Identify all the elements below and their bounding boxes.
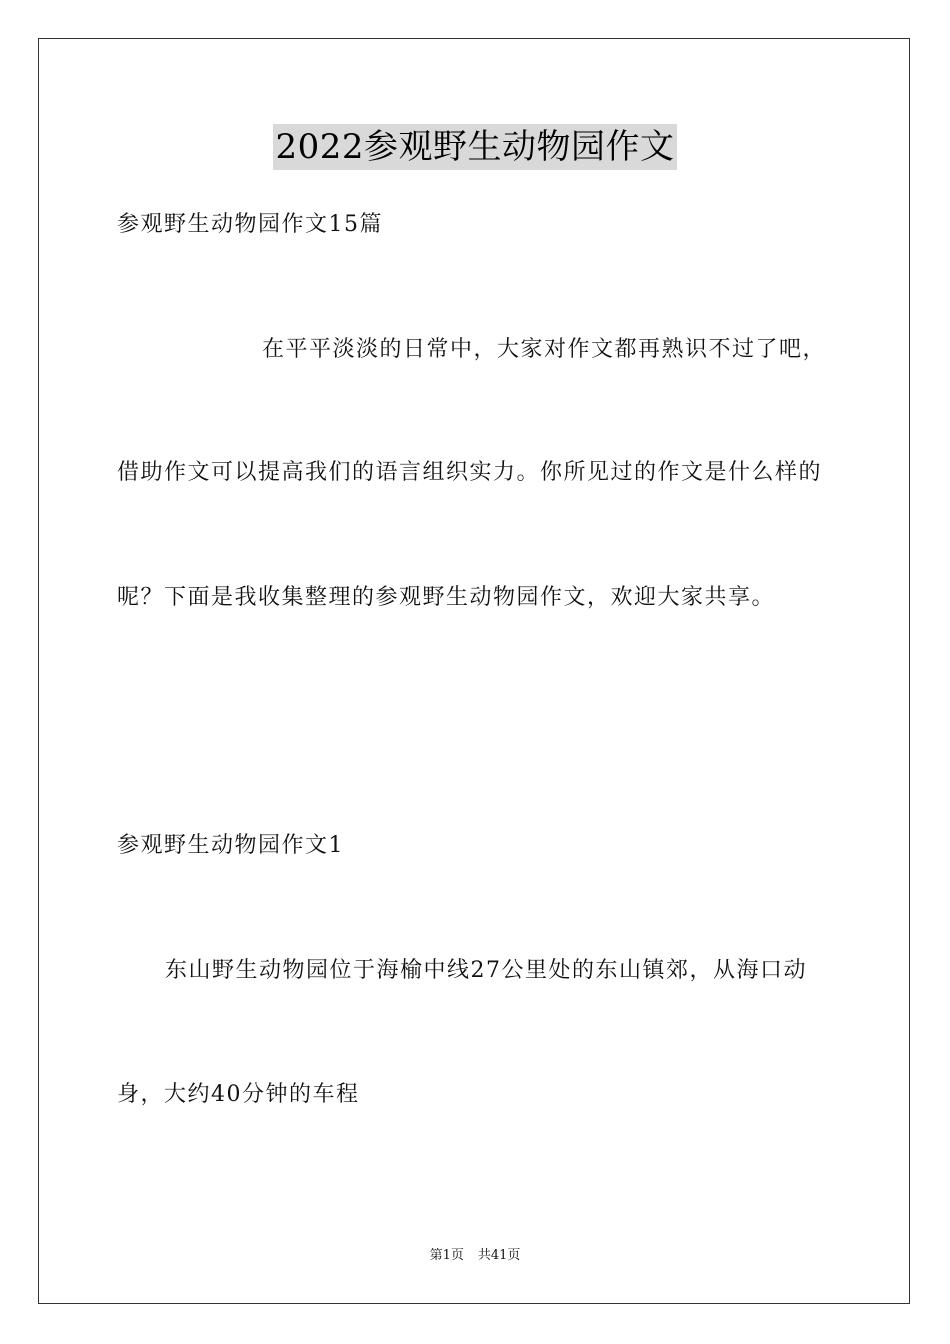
title-container (0, 124, 950, 170)
document-subtitle: 参观野生动物园作文15篇 (117, 212, 383, 237)
intro-line-2: 借助作文可以提高我们的语言组织实力。你所见过的作文是什么样的 (117, 460, 823, 485)
body-line-1: 东山野生动物园位于海榆中线27公里处的东山镇郊，从海口动 (165, 958, 807, 983)
document-title: 2022参观野生动物园作文 (273, 124, 676, 170)
page-footer (0, 1247, 950, 1265)
body-line-2: 身，大约40分钟的车程 (117, 1082, 360, 1107)
section-heading: 参观野生动物园作文1 (117, 833, 344, 858)
intro-line-1: 在平平淡淡的日常中，大家对作文都再熟识不过了吧， (262, 337, 827, 362)
page-number: 第1页 (429, 1248, 464, 1263)
total-pages: 共41页 (477, 1248, 521, 1263)
intro-line-3: 呢？下面是我收集整理的参观野生动物园作文，欢迎大家共享。 (117, 585, 776, 610)
